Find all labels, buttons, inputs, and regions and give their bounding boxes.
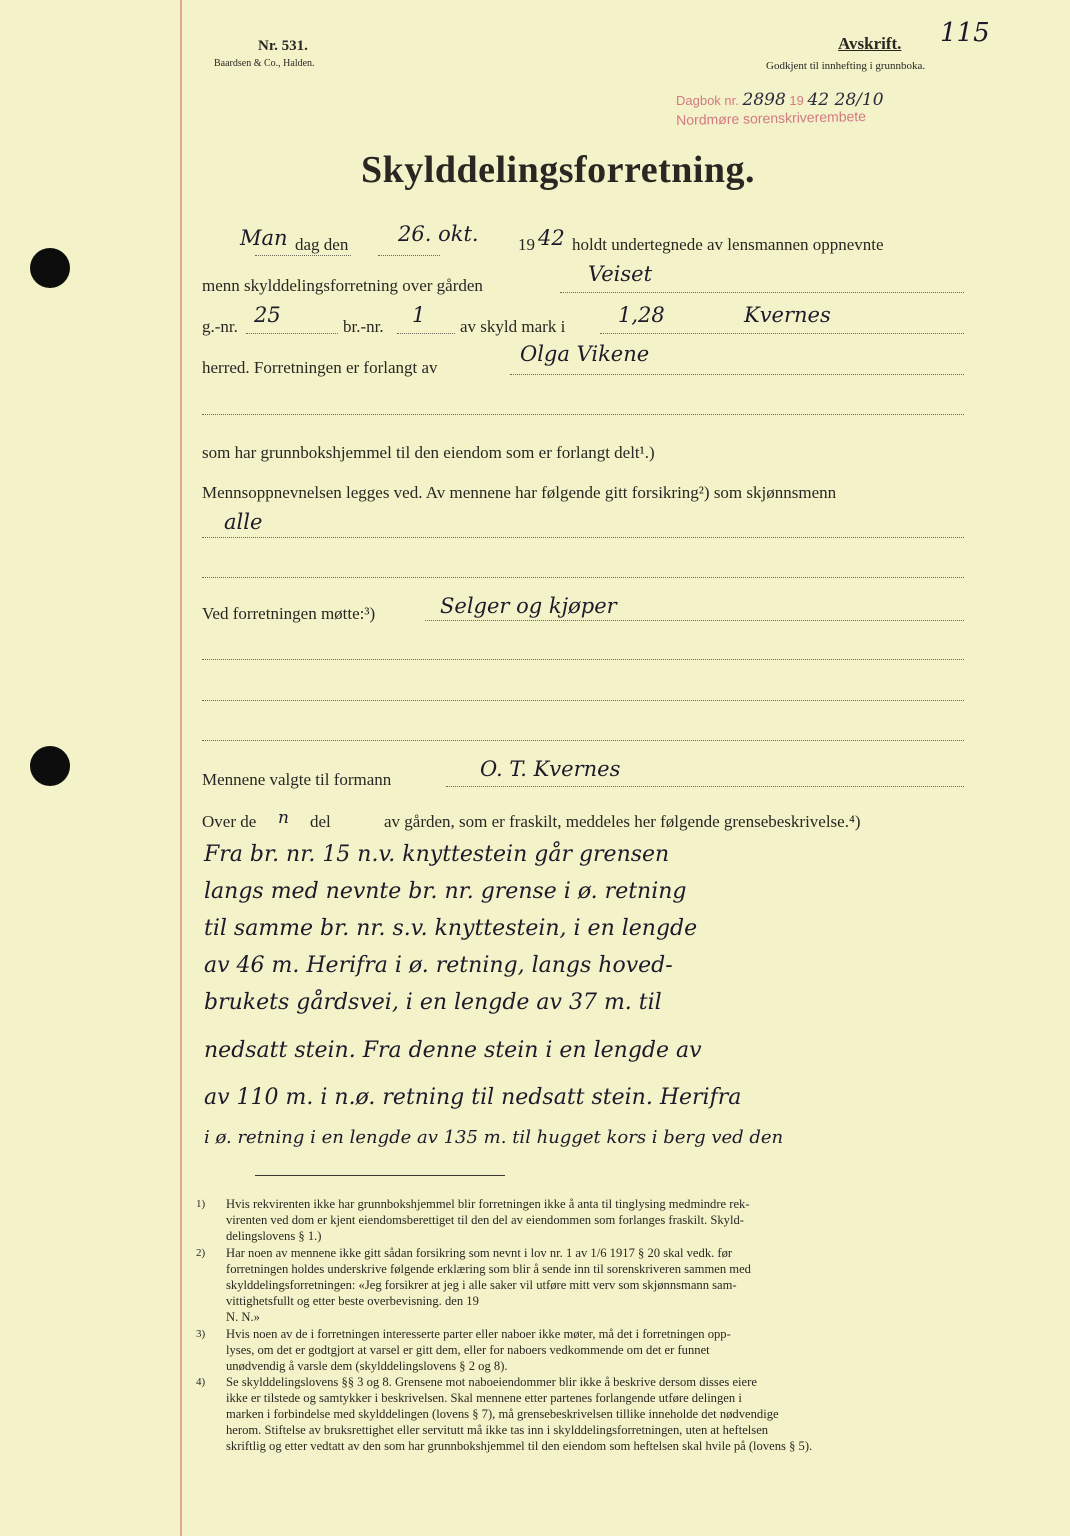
footnote-line: herom. Stiftelse av bruksrettighet eller servitutt må ikke tas inn i skylddelingsforretningen, uten at heftelsen [226,1423,769,1437]
handwritten-date: 26. okt. [398,222,479,246]
gnr-label: g.-nr. [202,317,238,336]
del-label: del [310,812,331,831]
bnr-label: br.-nr. [343,317,384,336]
footnote-line: skylddelingsforretningen: «Jeg forsikrer at jeg i alle saker vil utføre mitt verv som skjønnsmann sam- [226,1278,737,1292]
fill-line [510,374,964,375]
mote-label: Ved forretningen møtte:³) [202,604,376,623]
footnote-line: forretningen holdes underskrive følgende erklæring som blir å sende inn til sorenskriveren sammen med [226,1262,751,1276]
footnote [196,1374,960,1454]
herred-text: herred. Forretningen er forlangt av [202,358,438,377]
footnote-rule [255,1175,505,1176]
grense-text: av gården, som er fraskilt, meddeles her følgende grensebeskrivelse.⁴) [384,812,861,831]
line2-text: menn skylddelingsforretning over gården [202,276,483,295]
footnote-line: ikke er tilstede og samtykker i beskrivelsen. Skal mennene etter partenes forlangende utføre delingen i [226,1391,742,1405]
handwritten-skyld: 1,28 [618,303,665,327]
form-number: Nr. 531. [258,38,308,54]
footnote-line: virenten ved dom er kjent eiendomsberettiget til den del av eiendommen som forlanges fraskilt. Skyld- [226,1213,744,1227]
year-prefix: 19 [518,235,535,254]
fill-line [425,620,964,621]
over-prefix: Over de [202,812,257,831]
fill-line [202,700,964,701]
footnote-marker: 4) [196,1376,206,1388]
formann-label: Mennene valgte til formann [202,770,392,789]
footnote-marker: 2) [196,1247,206,1259]
fill-line [202,740,964,741]
footnote-line: Se skylddelingslovens §§ 3 og 8. Grensene mot naboeiendommer blir ikke å beskrive dersom disses eiere [226,1375,757,1389]
fill-line [446,786,964,787]
handwritten-farm: Veiset [588,262,653,286]
stamp-number: 2898 [742,90,786,110]
description-line: nedsatt stein. Fra denne stein i en lengde av [204,1038,702,1063]
intro-text: holdt undertegnede av lensmannen oppnevnte [572,235,884,254]
fill-line [246,333,338,334]
handwritten-year: 42 [538,226,565,250]
punch-hole [30,248,70,288]
skyld-label: av skyld mark i [460,317,566,336]
handwritten-bnr: 1 [412,303,426,327]
footnote-line: unødvendig å varsle dem (skylddelingslovens § 2 og 8). [226,1359,508,1373]
fill-line [202,414,964,415]
footnote-line: skriftlig og etter vedtatt av den som har grunnbokshjemmel til den eiendom som heftelsen skal hvile på (lovens § 5). [226,1439,813,1453]
handwritten-day: Man [240,226,288,250]
document-title: Skylddelingsforretning. [361,149,756,191]
footnote-marker: 3) [196,1328,206,1340]
day-suffix: dag den [295,235,349,254]
fill-line [397,333,455,334]
stamp-date: 42 28/10 [807,90,884,110]
footnote [196,1196,960,1244]
copy-label: Avskrift. [838,34,902,53]
description-line: til samme br. nr. s.v. knyttestein, i en lengde [204,916,698,941]
margin-rule [180,0,182,1536]
description-line: av 46 m. Herifra i ø. retning, langs hoved- [204,953,673,978]
footnote-line: vittighetsfullt og etter beste overbevisning. den 19 [226,1294,479,1308]
footnote [196,1245,960,1325]
fill-line [202,577,964,578]
footnote-marker: 1) [196,1198,206,1210]
handwritten-formann: O. T. Kvernes [480,757,621,781]
fill-line [600,333,964,334]
journal-stamp [676,90,884,110]
footnote-line: Hvis rekvirenten ikke har grunnbokshjemmel blir forretningen ikke å anta til tinglysing medmindre rek- [226,1197,750,1211]
handwritten-over: n [278,808,289,828]
description-line: brukets gårdsvei, i en lengde av 37 m. til [204,990,662,1015]
handwritten-requester: Olga Vikene [520,342,650,366]
description-line: langs med nevnte br. nr. grense i ø. retning [204,879,687,904]
page-number: 115 [940,18,990,48]
footnote-line: delingslovens § 1.) [226,1229,322,1243]
footnote-line: lyses, om det er godtgjort at varsel er gitt dem, eller for naboers vedkommende om det er funnet [226,1343,710,1357]
handwritten-mote: Selger og kjøper [440,594,617,618]
menn-text: Mennsoppnevnelsen legges ved. Av mennene har følgende gitt forsikring²) som skjønnsmenn [202,483,837,502]
punch-hole [30,746,70,786]
footnote-line: Har noen av mennene ikke gitt sådan forsikring som nevnt i lov nr. 1 av 1/6 1917 § 20 skal vedk. før [226,1246,733,1260]
footnote-line: Hvis noen av de i forretningen interesserte parter eller naboer ikke møter, må det i forretningen opp- [226,1327,731,1341]
description-line: Fra br. nr. 15 n.v. knyttestein går grensen [204,842,670,867]
footnote-signature: N. N.» [226,1310,260,1324]
copy-note: Godkjent til innhefting i grunnboka. [766,60,926,72]
printer-name: Baardsen & Co., Halden. [214,58,315,69]
fill-line [202,659,964,660]
handwritten-forsikring: alle [224,510,263,534]
fill-line [255,255,351,256]
stamp-office: Nordmøre sorenskriverembete [676,108,867,128]
description-line: av 110 m. i n.ø. retning til nedsatt stein. Herifra [204,1085,742,1110]
stamp-prefix: Dagbok nr. [676,93,739,108]
stamp-year-label: 19 [789,93,804,108]
grunnbok-text: som har grunnbokshjemmel til den eiendom som er forlangt delt¹.) [202,443,655,462]
fill-line [202,537,964,538]
handwritten-municipality: Kvernes [744,303,831,327]
footnote [196,1326,960,1374]
fill-line [560,292,964,293]
footnote-line: marken i forbindelse med skylddelingen (lovens § 7), må grensebeskrivelsen tillike inneholde det nødvendige [226,1407,779,1421]
fill-line [378,255,440,256]
description-line: i ø. retning i en lengde av 135 m. til hugget kors i berg ved den [204,1127,784,1148]
handwritten-gnr: 25 [254,303,281,327]
